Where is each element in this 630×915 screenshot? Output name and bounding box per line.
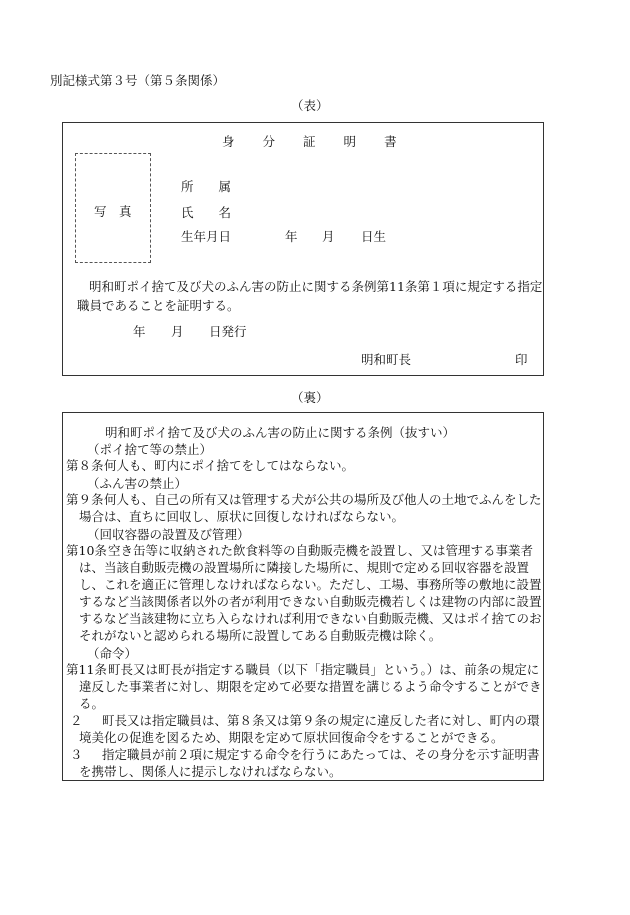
article-10 <box>66 542 542 644</box>
section-heading: （命令） <box>87 646 138 661</box>
paragraph-number: ２ <box>70 713 83 728</box>
birth-year-label: 年 <box>285 229 298 244</box>
article-text: 町長又は町長が指定する職員（以下「指定職員」という。）は、前条の規定に違反した事業者に対し、期限を定めて必要な措置を講じるよう命令することができる。 <box>79 662 542 711</box>
card-title-char: 明 <box>343 134 357 149</box>
article-11-paragraph-3 <box>66 746 542 780</box>
issue-day-label: 日発行 <box>209 324 247 339</box>
article-number: 第８条 <box>66 458 104 473</box>
certification-text: 明和町ポイ捨て及び犬のふん害の防止に関する条例第11条第１項に規定する指定職員であることを証明する。 <box>77 279 543 313</box>
front-side-label: （表） <box>291 98 329 113</box>
issue-year-label: 年 <box>133 324 146 339</box>
section-heading: （ふん害の禁止） <box>87 476 188 491</box>
article-text: 何人も、自己の所有又は管理する犬が公共の場所及び他人の土地でふんをした場合は、直ちに回収し、原状に回復しなければならない。 <box>79 492 542 524</box>
signer-title: 明和町長 <box>361 352 412 367</box>
card-title-char: 書 <box>384 134 397 149</box>
paragraph-text: 指定職員が前２項に規定する命令を行うにあたっては、その身分を示す証明書を携帯し、関係人に提示しなければならない。 <box>79 747 540 779</box>
birth-month-label: 月 <box>322 229 335 244</box>
name-label: 氏 名 <box>181 205 232 220</box>
id-card-front <box>62 122 544 376</box>
ordinance-title: 明和町ポイ捨て及び犬のふん害の防止に関する条例（抜すい） <box>105 425 456 440</box>
article-number: 第11条 <box>66 662 107 677</box>
birthdate-label: 生年月日 <box>181 229 232 244</box>
photo-placeholder <box>75 153 151 263</box>
article-11-paragraph-2 <box>66 712 542 746</box>
ordinance-excerpt <box>62 412 544 781</box>
article-number: 第９条 <box>66 492 104 507</box>
birth-day-label: 日生 <box>361 229 387 244</box>
paragraph-text: 町長又は指定職員は、第８条又は第９条の規定に違反した者に対し、町内の環境美化の促進を図るため、期限を定めて原状回復命令をすることができる。 <box>79 713 540 745</box>
article-11 <box>66 661 542 712</box>
back-side-label: （裏） <box>291 390 329 405</box>
card-title-char: 分 <box>262 134 276 149</box>
article-text: 何人も、町内にポイ捨てをしてはならない。 <box>104 458 355 473</box>
section-heading: （回収容器の設置及び管理） <box>87 527 250 542</box>
affiliation-label: 所 属 <box>181 179 232 194</box>
card-title-char: 身 <box>222 134 235 149</box>
article-number: 第10条 <box>66 543 107 558</box>
form-title: 別記様式第３号（第５条関係） <box>50 73 226 88</box>
photo-label: 写 真 <box>94 204 132 219</box>
article-text: 空き缶等に収納された飲食料等の自動販売機を設置し、又は管理する事業者は、当該自動販売機の設置場所に隣接した場所に、規則で定める回収容器を設置し、これを適正に管理しなければならない。ただし、工場、事務所等の敷地に設置するなど当該関係者以外の者が利用できない自動販売機若しくは建物の内部に設置するなど当該建物に立ち入らなければ利用できない自動販売機、又はポイ捨てのおそれがないと認められる場所に設置してある自動販売機は除く。 <box>79 543 542 643</box>
issue-month-label: 月 <box>171 324 184 339</box>
seal-mark: 印 <box>515 352 528 367</box>
article-9 <box>66 491 542 525</box>
card-title <box>222 132 397 150</box>
article-8 <box>66 457 542 474</box>
section-heading: （ポイ捨て等の禁止） <box>87 442 213 457</box>
paragraph-number: ３ <box>70 747 83 762</box>
card-title-char: 証 <box>303 134 316 149</box>
